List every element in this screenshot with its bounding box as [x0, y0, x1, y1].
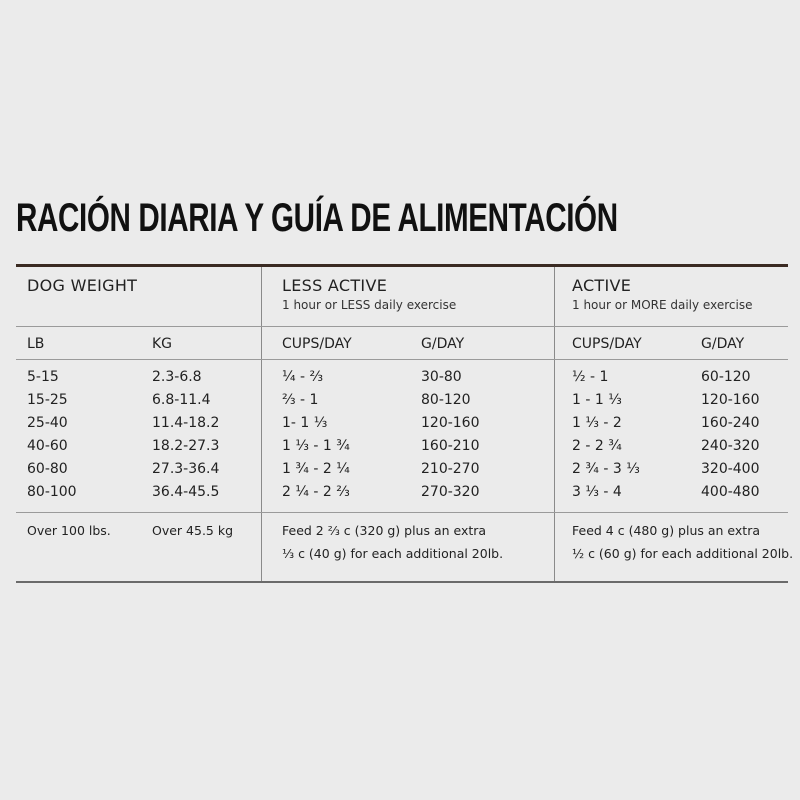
footer-lb: Over 100 lbs. — [27, 523, 111, 538]
cell-kg: 6.8-11.4 — [152, 392, 211, 408]
less-active-subheading: 1 hour or LESS daily exercise — [282, 298, 457, 312]
cell-less-active-grams: 210-270 — [421, 461, 480, 477]
cell-active-cups: 2 ¾ - 3 ⅓ — [572, 461, 640, 477]
cell-less-active-cups: 1 ⅓ - 1 ¾ — [282, 438, 350, 454]
footer-divider — [16, 512, 788, 513]
col-header-lb: LB — [27, 336, 45, 352]
cell-less-active-grams: 30-80 — [421, 369, 462, 385]
cell-kg: 2.3-6.8 — [152, 369, 202, 385]
cell-lb: 15-25 — [27, 392, 68, 408]
cell-active-grams: 320-400 — [701, 461, 760, 477]
cell-active-grams: 160-240 — [701, 415, 760, 431]
cell-active-grams: 240-320 — [701, 438, 760, 454]
column-header-divider — [16, 359, 788, 360]
cell-kg: 36.4-45.5 — [152, 484, 220, 500]
cell-active-cups: 2 - 2 ¾ — [572, 438, 622, 454]
cell-lb: 25-40 — [27, 415, 68, 431]
header-divider — [16, 326, 788, 327]
column-divider-2 — [554, 267, 555, 582]
table-bottom-rule — [16, 581, 788, 583]
footer-less-active-line2: ⅓ c (40 g) for each additional 20lb. — [282, 546, 504, 561]
active-subheading: 1 hour or MORE daily exercise — [572, 298, 753, 312]
cell-kg: 18.2-27.3 — [152, 438, 220, 454]
page-title: RACIÓN DIARIA Y GUÍA DE ALIMENTACIÓN — [16, 196, 618, 240]
cell-active-grams: 120-160 — [701, 392, 760, 408]
cell-kg: 27.3-36.4 — [152, 461, 220, 477]
cell-less-active-grams: 120-160 — [421, 415, 480, 431]
cell-lb: 80-100 — [27, 484, 77, 500]
cell-less-active-cups: ¼ - ⅔ — [282, 369, 324, 385]
cell-active-grams: 400-480 — [701, 484, 760, 500]
footer-active-line1: Feed 4 c (480 g) plus an extra — [572, 523, 761, 538]
cell-lb: 5-15 — [27, 369, 59, 385]
cell-lb: 40-60 — [27, 438, 68, 454]
column-divider-1 — [261, 267, 262, 582]
cell-less-active-grams: 160-210 — [421, 438, 480, 454]
cell-less-active-cups: 1 ¾ - 2 ¼ — [282, 461, 350, 477]
footer-less-active-line1: Feed 2 ⅔ c (320 g) plus an extra — [282, 523, 487, 538]
cell-active-cups: 1 - 1 ⅓ — [572, 392, 622, 408]
cell-less-active-grams: 270-320 — [421, 484, 480, 500]
footer-kg: Over 45.5 kg — [152, 523, 234, 538]
cell-less-active-grams: 80-120 — [421, 392, 471, 408]
active-heading: ACTIVE — [572, 276, 632, 295]
col-header-active-cups: CUPS/DAY — [572, 336, 642, 352]
cell-less-active-cups: 1- 1 ⅓ — [282, 415, 328, 431]
cell-less-active-cups: 2 ¼ - 2 ⅔ — [282, 484, 350, 500]
dog-weight-heading: DOG WEIGHT — [27, 276, 138, 295]
cell-lb: 60-80 — [27, 461, 68, 477]
less-active-heading: LESS ACTIVE — [282, 276, 388, 295]
col-header-less-active-grams: G/DAY — [421, 336, 465, 352]
col-header-less-active-cups: CUPS/DAY — [282, 336, 352, 352]
col-header-kg: KG — [152, 336, 173, 352]
cell-kg: 11.4-18.2 — [152, 415, 220, 431]
cell-less-active-cups: ⅔ - 1 — [282, 392, 319, 408]
footer-active-line2: ½ c (60 g) for each additional 20lb. — [572, 546, 794, 561]
col-header-active-grams: G/DAY — [701, 336, 745, 352]
cell-active-grams: 60-120 — [701, 369, 751, 385]
cell-active-cups: 1 ⅓ - 2 — [572, 415, 622, 431]
cell-active-cups: 3 ⅓ - 4 — [572, 484, 622, 500]
table-top-rule — [16, 264, 788, 267]
cell-active-cups: ½ - 1 — [572, 369, 609, 385]
